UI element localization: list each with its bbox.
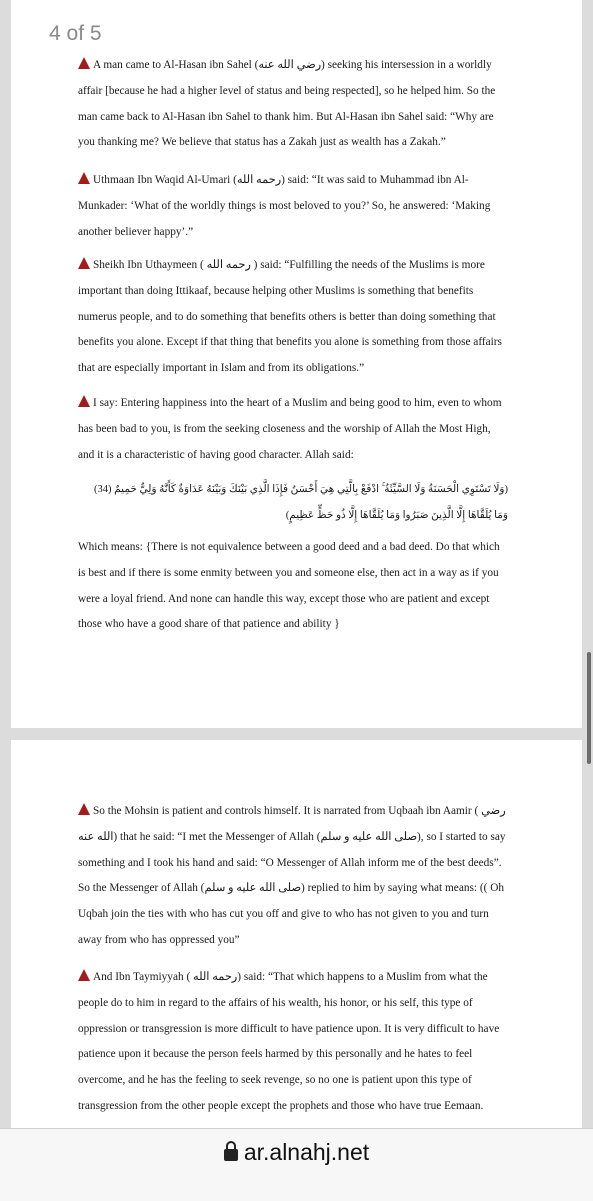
verse-translation: Which means: {There is not equivalence between a good deed and a bad deed. Do that which is best and if there is some enmity between you and someone else, then act in a way as if you were a loyal friend. And none can handle this way, except those who are patient and except those who have a good share of that patience and ability } [78,541,500,631]
paragraph: A man came to Al-Hasan ibn Sahel (رضي الله عنه) seeking his intersession in a worldly affair [because he had a higher level of status and being respected], so he helped him. So the man came back to Al-Hasan ibn Sahel to thank him. But Al-Hasan ibn Sahel said: “Why are you thanking me? We believe that status has a Zakah just as wealth has a Zakah.” [78,59,496,149]
paragraph: So the Mohsin is patient and controls himself. It is narrated from Uqbaah ibn Aamir ( رضي الله عنه) that he said: “I met the Messenger of Allah (صلى الله عليه و سلم), so I started to say something and I took his hand and said: “O Messenger of Allah inform me of the best deeds”. So the Messenger of Allah (صلى الله عليه و سلم) replied to him by saying what means: (( Oh Uqbah join the ties with who has cut you off and give to who has not given to you and turn away from who has oppressed you” [78,805,506,946]
red-triangle-icon [78,395,90,407]
red-triangle-icon [78,257,90,269]
paragraph: I say: Entering happiness into the heart of a Muslim and being good to him, even to whom has been bad to you, is from the seeking closeness and the worship of Allah the Most High, and it is a characteristic of having good character. Allah said: [78,397,502,461]
paragraph: Sheikh Ibn Uthaymeen ( رحمه الله ) said: “Fulfilling the needs of the Muslims is more important than doing Ittikaaf, because helping other Muslims is something that benefits numerus people, and to do something that benefits others is better than doing something that benefits you alone. Except if that thing that benefits you alone is something from those affairs that are especially important in Islam and from its obligations.” [78,259,502,375]
red-triangle-icon [78,969,90,981]
arabic-verse: (وَلَا تَسْتَوِي الْحَسَنَةُ وَلَا السَّيِّئَةُ ۚ ادْفَعْ بِالَّتِي هِيَ أَحْسَنُ فَإِذَا الَّذِي بَيْنَكَ وَبَيْنَهُ عَدَاوَةٌ كَأَنَّهُ وَلِيٌّ حَمِيمٌ (34) وَمَا يُلَقَّاهَا إِلَّا الَّذِينَ صَبَرُوا وَمَا يُلَقَّاهَا إِلَّا ذُو حَظٍّ عَظِيمٍ) [94,484,508,521]
address-bar[interactable] [0,1128,593,1201]
paragraph: Uthmaan Ibn Waqid Al-Umari (رحمه الله) said: “It was said to Muhammad ibn Al-Munkader: ‘What of the worldly things is most beloved to you?’ So, he answered: ‘Making another believer happy’.” [78,174,491,238]
red-triangle-icon [78,57,90,69]
document-page-4 [11,0,582,728]
page-counter: 4 of 5 [49,22,102,45]
url-display[interactable] [0,1139,593,1166]
url-text: ar.alnahj.net [243,1139,370,1165]
paragraph: And Ibn Taymiyyah ( رحمه الله) said: “That which happens to a Muslim from what the people do to him in regard to the affairs of his wealth, his honor, or his self, this type of oppression or transgression is more difficult to have patience upon. It is very difficult to have patience upon it because the person feels harmed by this personally and he hates to feel overcome, and he has the feeling to seek revenge, so no one is patient upon this type of transgression from the other people except the prophets and those who have true Eemaan. [78,971,500,1112]
red-triangle-icon [78,172,90,184]
scrollbar[interactable] [587,652,591,764]
red-triangle-icon [78,803,90,815]
lock-icon [224,1149,238,1161]
document-page-5 [11,740,582,1128]
